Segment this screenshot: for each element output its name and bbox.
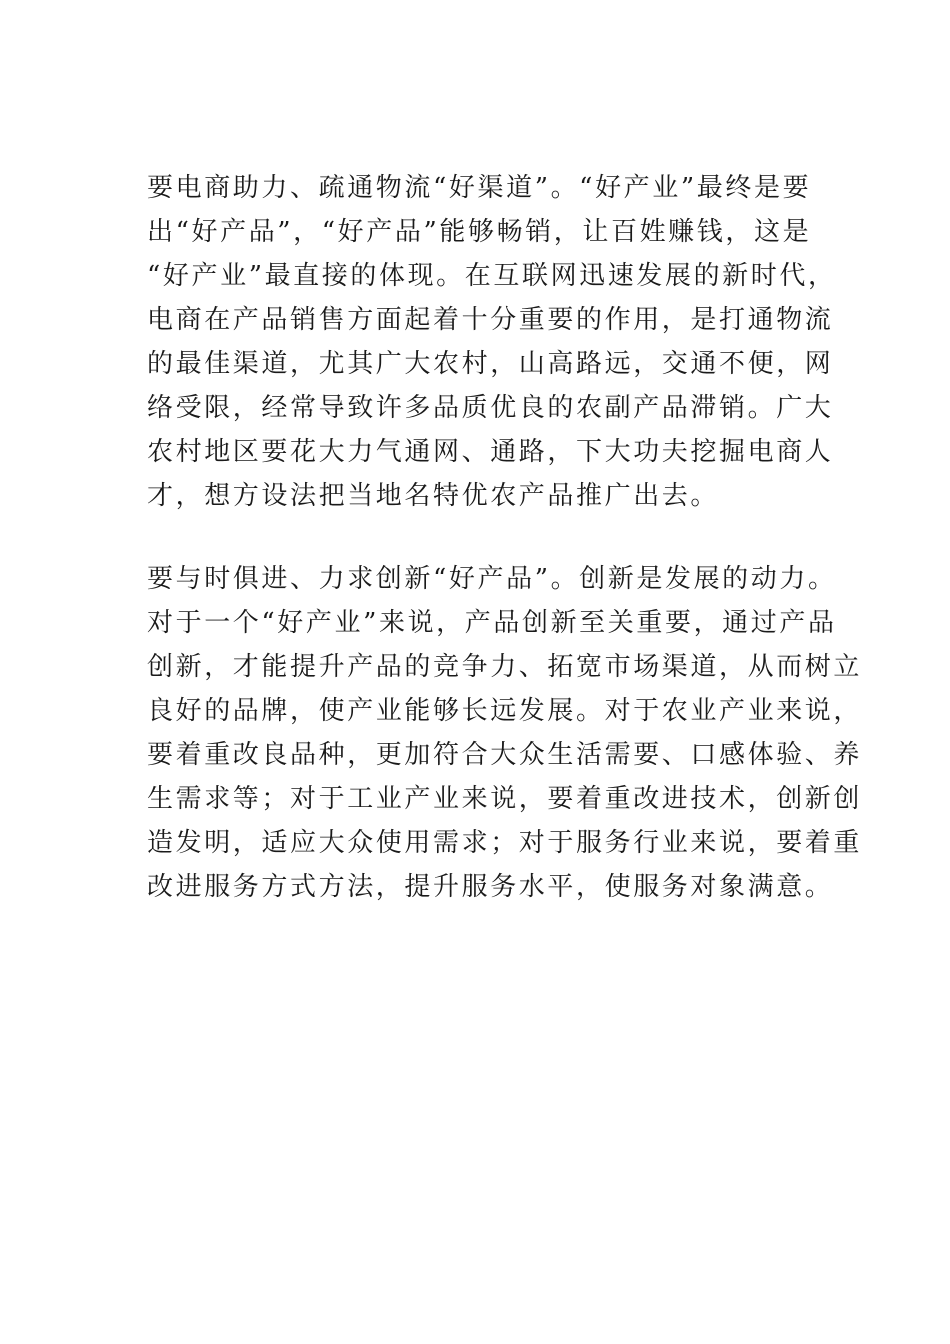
paragraph-line: 才，想方设法把当地名特优农产品推广出去。 [147,481,720,511]
paragraph-line: 电商在产品销售方面起着十分重要的作用，是打通物流 [147,305,834,335]
paragraph-line: 农村地区要花大力气通网、通路，下大功夫挖掘电商人 [147,437,834,467]
paragraph-line: 的最佳渠道，尤其广大农村，山高路远，交通不便，网 [147,349,834,379]
paragraph-line: 出“好产品”，“好产品”能够畅销，让百姓赚钱，这是 [147,217,812,247]
paragraph-line: “好产业”最直接的体现。在互联网迅速发展的新时代， [147,261,837,291]
paragraph-line: 络受限，经常导致许多品质优良的农副产品滞销。广大 [147,393,834,423]
paragraph-line: 造发明，适应大众使用需求；对于服务行业来说，要着重 [147,828,863,858]
paragraph-line: 改进服务方式方法，提升服务水平，使服务对象满意。 [147,872,834,902]
paragraph-line: 对于一个“好产业”来说，产品创新至关重要，通过产品 [147,608,837,638]
paragraph-line: 创新，才能提升产品的竞争力、拓宽市场渠道，从而树立 [147,652,863,682]
paragraph-line: 良好的品牌，使产业能够长远发展。对于农业产业来说， [147,696,863,726]
paragraph-line: 要电商助力、疏通物流“好渠道”。“好产业”最终是要 [147,173,812,203]
paragraph-line: 要与时俱进、力求创新“好产品”。创新是发展的动力。 [147,564,837,594]
paragraph-line: 生需求等；对于工业产业来说，要着重改进技术，创新创 [147,784,863,814]
paragraph-product-innovation [147,557,863,909]
paragraph-ecommerce-logistics [147,166,837,518]
paragraph-line: 要着重改良品种，更加符合大众生活需要、口感体验、养 [147,740,863,770]
